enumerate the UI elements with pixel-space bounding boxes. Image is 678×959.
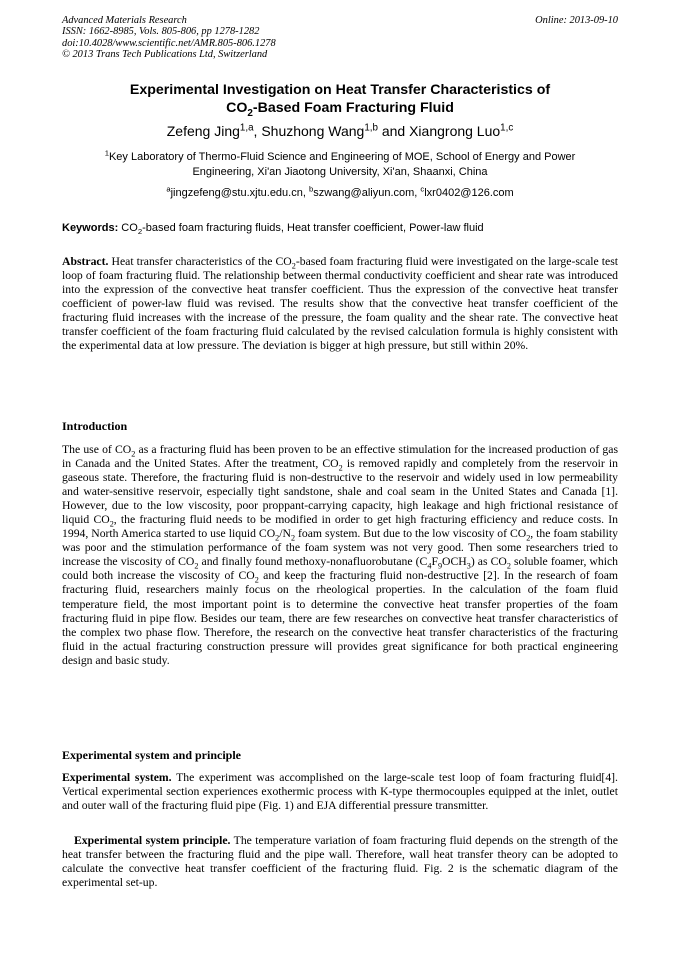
author-emails: $^a$jingzefeng@stu.xjtu.edu.cn, $^b$szwang@aliyun.com, $^c$lxr0402@126.com — [166, 184, 514, 199]
introduction-body: The use of $CO_2$ as a fracturing fluid has been proven to be an effective stimulation for the increased production of gas in Canada and the United States. After the treatment, $CO_2$ is removed rapidly and completely from the reservoir in gaseous state. Therefore, the fracturing fluid is non-destructive to the reservoir and widely used in low permeability and water-sensitive reservoir, especially tight sandstone, shale and coal seam in the United States and Canada [1]. However, due to the low viscosity, poor proppant-carrying capacity, high leakage and high frictional resistance of liquid $CO_2$, the fracturing fluid needs to be modified in order to get high fracturing efficiency and reduce costs. In 1994, North America started to use liquid $CO_2/N_2$ foam system. But due to the low viscosity of $CO_2$, the foam stability was poor and the stimulation performance of the foam system was not very good. Then some researchers tried to increase the viscosity of $CO_2$ and finally found methoxy-nonafluorobutane $(C_4F_9OCH_3)$ as $CO_2$ soluble foamer, which could both increase the viscosity of $CO_2$ and keep the fracturing fluid non-destructive [2]. In the research of foam fracturing fluid, researchers mainly focus on the rheological properties. In the calculation of the foam fluid temperature field, the most important point is to determine the convective heat transfer properties of the foam fracturing fluid in pipe flow. Besides our team, there are few researches on convective heat transfer characteristics of the complex two phase flow. Therefore, the research on the convective heat transfer characteristics of the fracturing fluid in the actual fracturing construction pressure will provides great significance for both practical engineering design and basic study. — [62, 443, 619, 667]
keywords: Keywords: $CO_2$-based foam fracturing fluids, Heat transfer coefficient, Power-law fluid — [62, 222, 484, 237]
copyright: © 2013 Trans Tech Publications Ltd, Switzerland — [62, 48, 268, 60]
online-date: Online: 2013-09-10 — [535, 15, 618, 26]
author-name: Shuzhong Wang — [261, 123, 365, 139]
section-heading-experimental: Experimental system and principle — [62, 748, 241, 762]
abstract: Abstract. Heat transfer characteristics of the $CO_2$-based foam fracturing fluid were investigated on the large-scale test loop of foam fracturing fluid. The relationship between thermal conductivity coefficient and shear rate was introduced into the expression of the convective heat transfer coefficient. Thus the expression of the convective heat transfer coefficient of power-law fluid was revised. The results show that the convective heat transfer coefficient of the fracturing fluid increases with the increase of the pressure, the foam quality and the shear rate. The convective heat transfer coefficient of the foam fracturing fluid calculated by the revised calculation formula is highly consistent with the experimental data at low pressure. The deviation is bigger at high pressure, but still within 20%. — [62, 255, 618, 353]
author-list: Zefeng Jing$^{1,a}$, Shuzhong Wang$^{1,b}$ and Xiangrong Luo$^{1,c}$ — [166, 122, 514, 139]
journal-header — [62, 15, 618, 60]
issn: ISSN: 1662-8985, Vols. 805-806, pp 1278-1282 — [62, 26, 260, 38]
author-name: Xiangrong Luo — [409, 123, 501, 139]
author-name: Zefeng Jing — [166, 123, 240, 139]
doi: doi:10.4028/www.scientific.net/AMR.805-806.1278 — [62, 37, 276, 49]
experimental-system-paragraph: Experimental system. The experiment was accomplished on the large-scale test loop of foam fracturing fluid[4]. Vertical experimental section experiences exothermic process with K-type thermocouples equipped at the inlet, outlet and outer wall of the fracturing fluid pipe (Fig. 1) and EJA differential pressure transmitter. — [62, 771, 618, 813]
section-heading-introduction: Introduction — [62, 419, 128, 433]
journal-name: Advanced Materials Research — [62, 15, 187, 26]
affiliation: $^1$Key Laboratory of Thermo-Fluid Science and Engineering of MOE, School of Energy and Power Engineering, Xi'an Jiaotong University, Xi'an, Shaanxi, China — [104, 148, 576, 178]
title-line-1: Experimental Investigation on Heat Transfer Characteristics of — [129, 82, 551, 98]
experimental-principle-paragraph: Experimental system principle. The temperature variation of foam fracturing fluid depends on the strength of the heat transfer between the fracturing fluid and the pipe wall. Therefore, wall heat transfer theory can be adopted to calculate the convective heat transfer coefficient of the fracturing fluid. Fig. 2 is the schematic diagram of the experimental set-up. — [62, 834, 618, 890]
paper-title — [62, 82, 618, 117]
title-line-2: $CO_2$-Based Foam Fracturing Fluid — [226, 99, 454, 119]
